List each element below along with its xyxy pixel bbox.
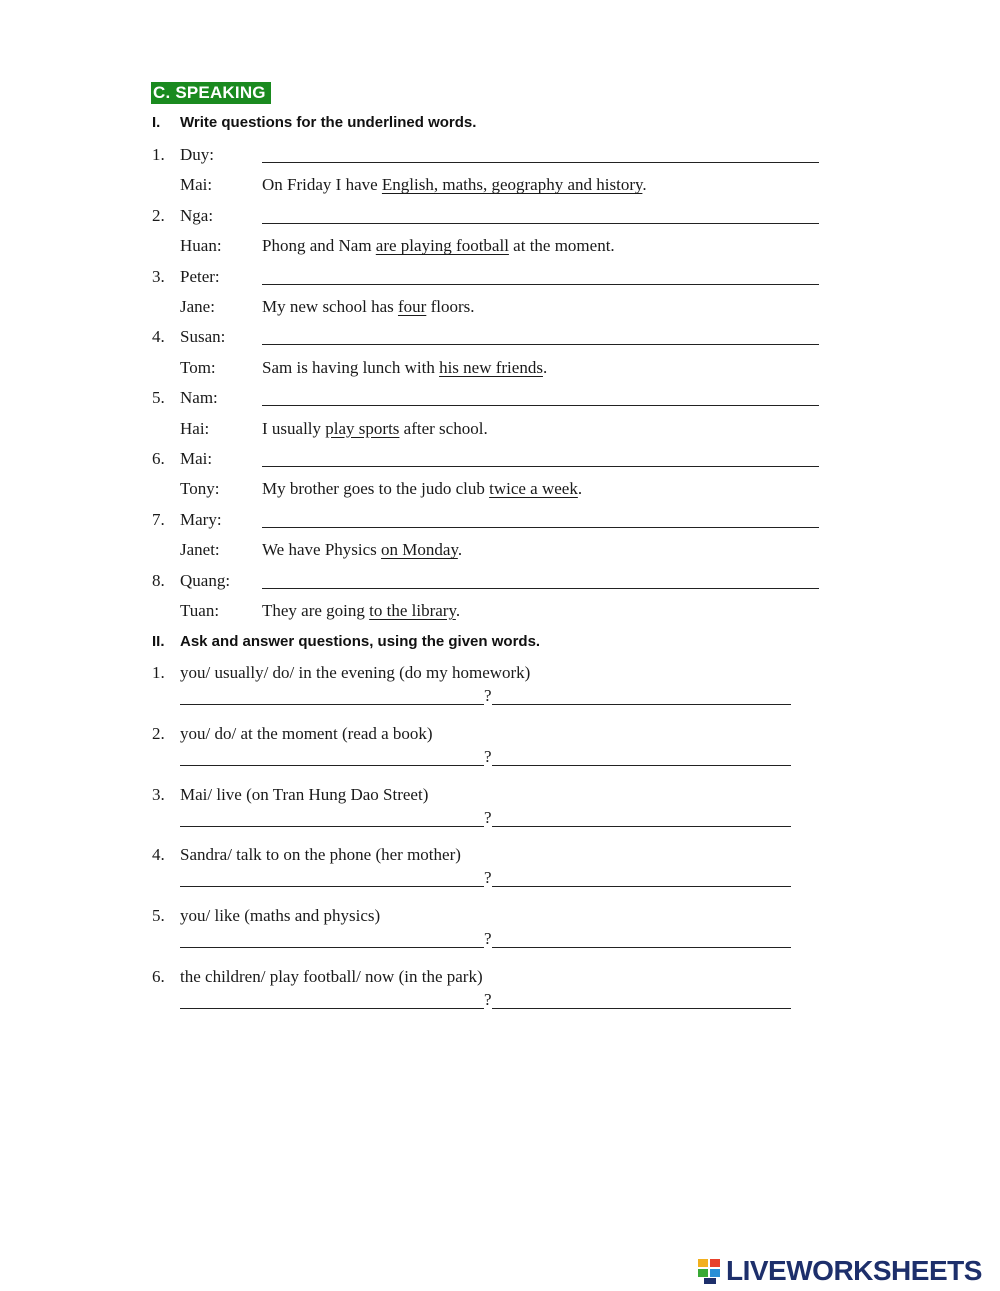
- response-sentence: [262, 358, 547, 378]
- item-number: 6.: [152, 967, 165, 986]
- asker-name: Peter:: [180, 266, 220, 286]
- question-blank[interactable]: [180, 765, 484, 766]
- qa-answer-lines: [180, 868, 792, 890]
- question-blank[interactable]: [180, 826, 484, 827]
- underlined-words: twice a week: [489, 479, 578, 499]
- responder-name: Janet:: [180, 540, 220, 560]
- sentence-end: after school.: [399, 418, 488, 438]
- asker-name: Susan:: [180, 327, 226, 347]
- response-sentence: [262, 236, 615, 256]
- response-sentence: [262, 479, 582, 499]
- responder-name: Tom:: [180, 357, 216, 377]
- question-mark: ?: [484, 929, 492, 949]
- item-number: 3.: [152, 266, 165, 286]
- sentence-start: Sam is having lunch with: [262, 357, 440, 377]
- responder-name: Mai:: [180, 175, 213, 195]
- question-answer-line[interactable]: [262, 344, 819, 345]
- sentence-end: .: [642, 175, 647, 195]
- qa-answer-lines: [180, 808, 792, 830]
- underlined-words: his new friends: [439, 357, 543, 377]
- given-words: you/ like (maths and physics): [180, 906, 381, 926]
- response-sentence: [262, 297, 474, 317]
- underlined-words: play sports: [325, 418, 400, 438]
- question-answer-line[interactable]: [262, 405, 819, 406]
- responder-name: Huan:: [180, 236, 222, 256]
- underlined-words: to the library: [369, 601, 456, 620]
- qa-answer-lines: [180, 929, 792, 951]
- response-sentence: [262, 175, 647, 195]
- question-mark: ?: [484, 746, 492, 766]
- item-number: 5.: [152, 388, 165, 408]
- given-words: you/ do/ at the moment (read a book): [180, 723, 433, 743]
- question-answer-line[interactable]: [262, 162, 819, 163]
- question-blank[interactable]: [180, 947, 484, 948]
- underlined-words: English, maths, geography and history: [381, 175, 643, 195]
- response-sentence: [262, 419, 488, 439]
- responder-name: Tony:: [180, 479, 220, 499]
- sentence-end: .: [577, 479, 583, 499]
- question-blank[interactable]: [180, 704, 484, 705]
- item-number: 5.: [152, 906, 165, 926]
- given-words: Sandra/ talk to on the phone (her mother): [180, 845, 461, 865]
- section-title: C. SPEAKING: [151, 82, 271, 104]
- part2-number: II.: [152, 633, 165, 650]
- item-number: 8.: [152, 570, 165, 590]
- underlined-words: are playing football: [375, 236, 509, 256]
- item-number: 2.: [152, 723, 165, 743]
- question-answer-line[interactable]: [262, 284, 819, 285]
- item-number: 1.: [152, 663, 165, 682]
- underlined-words: four: [397, 297, 427, 316]
- part1-heading: [152, 114, 476, 131]
- sentence-start: I usually: [262, 418, 326, 438]
- answer-blank[interactable]: [492, 886, 791, 887]
- question-answer-line[interactable]: [262, 466, 819, 467]
- asker-name: Quang:: [180, 570, 231, 590]
- part1-number: I.: [152, 114, 161, 131]
- given-words: you/ usually/ do/ in the evening (do my homework): [180, 663, 531, 682]
- question-mark: ?: [484, 807, 492, 827]
- item-number: 3.: [152, 784, 165, 804]
- sentence-end: at the moment.: [508, 236, 615, 256]
- sentence-end: .: [457, 540, 463, 560]
- question-answer-line[interactable]: [262, 223, 819, 224]
- logo-blocks-icon: [698, 1257, 722, 1285]
- question-mark: ?: [484, 868, 492, 888]
- qa-answer-lines: [180, 686, 792, 708]
- question-mark: ?: [484, 990, 492, 1009]
- item-number: 7.: [152, 509, 165, 529]
- given-words: the children/ play football/ now (in the park): [180, 967, 483, 986]
- sentence-start: My new school has: [262, 297, 398, 316]
- sentence-end: floors.: [426, 297, 475, 316]
- item-number: 2.: [152, 205, 165, 225]
- question-blank[interactable]: [180, 1008, 484, 1009]
- answer-blank[interactable]: [492, 1008, 791, 1009]
- part2-heading: [152, 633, 540, 650]
- responder-name: Jane:: [180, 297, 215, 316]
- item-number: 1.: [152, 145, 165, 164]
- sentence-start: We have Physics: [262, 540, 382, 560]
- asker-name: Mai:: [180, 449, 213, 468]
- sentence-start: On Friday I have: [262, 175, 382, 195]
- question-answer-line[interactable]: [262, 588, 819, 589]
- responder-name: Tuan:: [180, 601, 220, 620]
- part2-title: Ask and answer questions, using the given words.: [180, 633, 541, 650]
- logo-text: LIVEWORKSHEETS: [726, 1255, 982, 1286]
- qa-answer-lines: [180, 990, 792, 1012]
- given-words: Mai/ live (on Tran Hung Dao Street): [180, 784, 429, 804]
- question-mark: ?: [484, 686, 492, 705]
- answer-blank[interactable]: [492, 704, 791, 705]
- sentence-start: Phong and Nam: [262, 236, 376, 256]
- sentence-end: .: [455, 601, 461, 620]
- item-number: 4.: [152, 327, 165, 347]
- sentence-start: They are going: [262, 601, 370, 620]
- question-blank[interactable]: [180, 886, 484, 887]
- asker-name: Nam:: [180, 388, 218, 408]
- response-sentence: [262, 540, 462, 560]
- asker-name: Nga:: [180, 205, 214, 225]
- responder-name: Hai:: [180, 418, 210, 438]
- sentence-start: My brother goes to the judo club: [262, 479, 490, 499]
- question-answer-line[interactable]: [262, 527, 819, 528]
- item-number: 4.: [152, 845, 165, 865]
- part1-title: Write questions for the underlined words.: [180, 114, 477, 131]
- answer-blank[interactable]: [492, 947, 791, 948]
- asker-name: Mary:: [180, 509, 222, 529]
- asker-name: Duy:: [180, 145, 214, 164]
- answer-blank[interactable]: [492, 826, 791, 827]
- answer-blank[interactable]: [492, 765, 791, 766]
- liveworksheets-logo: [698, 1255, 994, 1287]
- qa-answer-lines: [180, 747, 792, 769]
- item-number: 6.: [152, 449, 165, 468]
- sentence-end: .: [542, 357, 548, 377]
- response-sentence: [262, 601, 460, 621]
- underlined-words: on Monday: [381, 540, 458, 560]
